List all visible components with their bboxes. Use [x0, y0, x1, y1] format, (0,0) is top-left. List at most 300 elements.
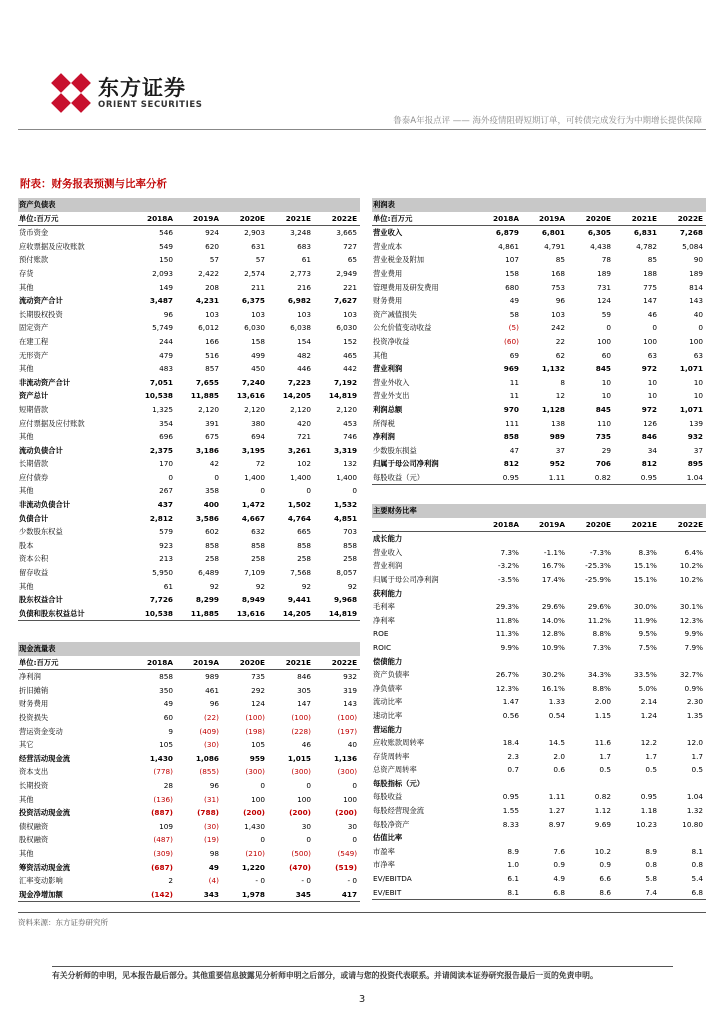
table-row [18, 738, 360, 752]
cash-flow-table [18, 642, 360, 902]
row-label: 债权融资 [19, 821, 49, 831]
cell-value: 858 [503, 432, 519, 442]
cell-value: 7.4 [614, 886, 660, 900]
cell-value: 7,568 [290, 568, 311, 578]
year-header: 2022E [660, 518, 706, 532]
table-row [18, 349, 360, 363]
row-label: 净利润 [19, 672, 41, 682]
table-row [18, 253, 360, 267]
cell-value: 9.69 [594, 819, 611, 829]
cell-value: 16.1% [541, 683, 565, 693]
cell-value: 60 [601, 350, 611, 360]
table-row [372, 240, 706, 254]
row-label: 折旧摊销 [19, 685, 49, 695]
cell-value: 258 [297, 554, 311, 564]
row-label: 流动负债合计 [19, 445, 63, 455]
cell-value: 8,057 [336, 568, 358, 578]
cell-value: 33.5% [633, 670, 657, 680]
cell-value: 63 [647, 350, 657, 360]
table-row [18, 484, 360, 498]
data-source: 资料来源：东方证券研究所 [18, 918, 108, 927]
row-label: 每股净资产 [373, 819, 410, 829]
cell-value: 4,438 [590, 241, 611, 251]
cell-value: 100 [597, 336, 611, 346]
table-row [18, 457, 360, 471]
cell-value: 34 [647, 445, 657, 455]
cell-value: 5.0% [638, 683, 657, 693]
table-row [372, 709, 706, 723]
cell-value: 0 [306, 780, 311, 790]
cell-value: 0.82 [594, 792, 611, 802]
row-label: 公允价值变动收益 [373, 323, 432, 333]
cell-value: 61 [301, 255, 311, 265]
row-label: 汇率变动影响 [19, 876, 63, 886]
cell-value: 1.47 [502, 697, 519, 707]
cell-value: 516 [205, 350, 219, 360]
cell-value: (30) [204, 821, 219, 831]
cell-value: 138 [551, 418, 565, 428]
logo-en-text: ORIENT SECURITIES [98, 99, 203, 110]
cell-value [476, 777, 522, 791]
cell-value: 846 [641, 432, 657, 442]
table-header-row [18, 656, 360, 670]
cell-value: 10.23 [636, 819, 657, 829]
cell-value: 1.04 [660, 471, 706, 485]
row-label: 营业收入 [373, 228, 403, 238]
cell-value: (778) [153, 767, 173, 777]
cell-value: (519) [335, 862, 358, 872]
report-headline: 海外疫情阻碍短期订单，可转债完成发行为中期增长提供保障 [472, 116, 702, 126]
report-type: 鲁泰A年报点评 [393, 116, 451, 126]
cell-value: 391 [205, 418, 219, 428]
cell-value: 10 [601, 391, 611, 401]
year-header: 2022E [660, 212, 706, 226]
table-row [18, 281, 360, 295]
table-title: 资产负债表 [18, 198, 360, 212]
cell-value: 0.9% [684, 683, 704, 693]
cell-value: 42 [209, 459, 219, 469]
cell-value: (500) [291, 848, 311, 858]
table-title-row [372, 198, 706, 212]
cell-value: 989 [205, 672, 219, 682]
table-row [372, 886, 706, 900]
cell-value: 107 [505, 255, 519, 265]
cell-value: (788) [197, 808, 219, 818]
cell-value: (142) [130, 888, 176, 902]
cell-value: 92 [301, 581, 311, 591]
cell-value: 10 [693, 391, 704, 401]
cell-value: 8.1 [476, 886, 522, 900]
cell-value: 139 [689, 418, 704, 428]
table-row [18, 430, 360, 444]
cell-value [568, 587, 614, 601]
cell-value: 845 [595, 404, 611, 414]
table-row [372, 335, 706, 349]
cell-value: 242 [551, 323, 565, 333]
row-label: 资产减值损失 [373, 309, 417, 319]
row-label: 其他 [19, 282, 34, 292]
cell-value: 970 [503, 404, 519, 414]
cell-value: 96 [209, 780, 219, 790]
cell-value: 417 [314, 888, 360, 902]
cell-value: 319 [343, 685, 358, 695]
cell-value: 753 [551, 282, 565, 292]
cell-value: -7.3% [589, 547, 611, 557]
cell-value: 9 [168, 726, 173, 736]
table-row [372, 763, 706, 777]
cell-value: 0.5 [599, 765, 611, 775]
cell-value: 9,441 [287, 595, 311, 605]
cell-value: 483 [159, 364, 173, 374]
cell-value: 7.9% [684, 642, 704, 652]
cell-value: 12.0 [686, 738, 704, 748]
table-row [18, 376, 360, 390]
table-row [372, 308, 706, 322]
cell-value [568, 532, 614, 546]
table-row [372, 600, 706, 614]
row-label: 其他 [19, 581, 34, 591]
cell-value: 7.6 [553, 846, 565, 856]
cell-value: 1,400 [336, 472, 358, 482]
row-label: 财务费用 [373, 296, 403, 306]
year-header: 2021E [614, 518, 660, 532]
cell-value: 29 [601, 445, 611, 455]
cell-value: 620 [205, 241, 219, 251]
cell-value: 8.8% [592, 629, 611, 639]
row-label: 流动比率 [373, 697, 403, 707]
cell-value: 6.8 [522, 886, 568, 900]
orient-logo-icon [50, 72, 92, 114]
table-row [372, 790, 706, 804]
balance-sheet-table [18, 198, 360, 621]
table-row [372, 695, 706, 709]
cell-value: 4,667 [241, 513, 265, 523]
cell-value: (31) [204, 794, 219, 804]
cell-value: 2,120 [198, 404, 219, 414]
table-row [372, 253, 706, 267]
row-label: 估值比率 [373, 833, 403, 843]
cell-value: (687) [151, 862, 173, 872]
cell-value: 2,773 [290, 268, 311, 278]
cell-value: 858 [205, 540, 219, 550]
table-row [18, 226, 360, 240]
cell-value: 8.1 [691, 846, 704, 856]
cell-value: 420 [297, 418, 311, 428]
cell-value: 1.24 [640, 710, 657, 720]
year-header: 2022E [314, 212, 360, 226]
cell-value: 1,325 [152, 404, 173, 414]
cell-value: 703 [343, 527, 358, 537]
table-row [18, 539, 360, 553]
row-label: 营运能力 [373, 724, 403, 734]
table-row [372, 471, 706, 485]
logo-cn-text: 东方证券 [98, 75, 186, 100]
cell-value: 258 [251, 554, 265, 564]
cell-value: (200) [335, 808, 358, 818]
cell-value: 602 [205, 527, 219, 537]
cell-value [522, 831, 568, 845]
cell-value: 4.9 [553, 874, 565, 884]
row-label: 净利润 [373, 432, 395, 442]
cell-value: 482 [297, 350, 311, 360]
cell-value: 96 [555, 296, 565, 306]
year-header: 2020E [568, 212, 614, 226]
row-label: 总资产周转率 [373, 765, 417, 775]
cell-value: -1.1% [543, 547, 565, 557]
table-row [18, 793, 360, 807]
cell-value: 213 [159, 554, 173, 564]
cell-value: 8.3% [638, 547, 657, 557]
cell-value: 0.95 [502, 792, 519, 802]
cell-value: 8 [560, 377, 565, 387]
cell-value: 1,071 [679, 404, 704, 414]
cell-value [568, 723, 614, 737]
table-row [18, 525, 360, 539]
cell-value: 13,616 [222, 607, 268, 621]
cell-value: 932 [687, 432, 704, 442]
cell-value: (136) [153, 794, 173, 804]
cell-value: 972 [641, 364, 657, 374]
cell-value [660, 587, 706, 601]
table-title: 利润表 [372, 198, 706, 212]
cell-value: 1,132 [541, 364, 565, 374]
cell-value: 0.5 [645, 765, 657, 775]
cell-value: 28 [163, 780, 173, 790]
cell-value: 10 [693, 377, 704, 387]
cell-value: 5,084 [682, 241, 704, 251]
table-row [372, 444, 706, 458]
table-row [372, 777, 706, 791]
cell-value: 40 [347, 740, 358, 750]
cell-value: 85 [647, 255, 657, 265]
cell-value: 1,430 [149, 753, 173, 763]
cell-value: 267 [159, 486, 173, 496]
cell-value [522, 723, 568, 737]
cell-value: 1.18 [640, 806, 657, 816]
row-label: 存货周转率 [373, 751, 410, 761]
cell-value: 858 [251, 540, 265, 550]
cell-value: 735 [595, 432, 611, 442]
cell-value: 0 [260, 835, 265, 845]
cell-value: 8,299 [195, 595, 219, 605]
cell-value: 1,220 [241, 862, 265, 872]
cell-value: 14,205 [282, 391, 311, 401]
cell-value: 7,223 [287, 377, 311, 387]
cell-value: 683 [297, 241, 311, 251]
cell-value: 18.4 [502, 738, 519, 748]
cell-value: 727 [343, 241, 358, 251]
cell-value: 63 [693, 350, 704, 360]
row-label: 营业外收入 [373, 377, 410, 387]
row-label: 少数股东损益 [373, 445, 417, 455]
cell-value: 57 [255, 255, 265, 265]
cell-value: 1,472 [241, 500, 265, 510]
year-header: 2019A [176, 212, 222, 226]
cell-value [568, 655, 614, 669]
cell-value: 6,831 [633, 228, 657, 238]
cell-value: (22) [204, 712, 219, 722]
cell-value: 49 [163, 699, 173, 709]
row-label: 短期借款 [19, 404, 49, 414]
cell-value: 111 [505, 418, 519, 428]
section-title: 附表：财务报表预测与比率分析 [20, 178, 167, 190]
cell-value: 972 [641, 404, 657, 414]
cell-value: 188 [643, 268, 657, 278]
cell-value: 3,186 [195, 445, 219, 455]
table-row [372, 587, 706, 601]
cell-value: 0 [352, 780, 358, 790]
cell-value: 706 [595, 459, 611, 469]
cell-value: 7.3% [592, 642, 611, 652]
cell-value: 1.04 [686, 792, 704, 802]
cell-value: 10,538 [144, 391, 173, 401]
table-row [18, 670, 360, 684]
year-header: 2018A [476, 212, 522, 226]
row-label: 长期借款 [19, 459, 49, 469]
cell-value: 3,319 [333, 445, 358, 455]
cell-value: (228) [291, 726, 311, 736]
cell-value: 6.6 [599, 874, 611, 884]
cell-value: 143 [689, 296, 704, 306]
row-label: 其他 [19, 848, 34, 858]
cell-value: 58 [509, 309, 519, 319]
cell-value: 132 [343, 459, 358, 469]
table-row [18, 417, 360, 431]
cell-value: 952 [549, 459, 565, 469]
cell-value: (300) [337, 767, 358, 777]
cell-value: (309) [153, 848, 173, 858]
table-title-row [18, 642, 360, 656]
cell-value: 0 [260, 780, 265, 790]
cell-value: 6,982 [287, 296, 311, 306]
cell-value [522, 777, 568, 791]
cell-value: 216 [297, 282, 311, 292]
cell-value: 923 [159, 540, 173, 550]
table-row [18, 335, 360, 349]
cell-value: 62 [555, 350, 565, 360]
table-row [18, 566, 360, 580]
cell-value: 1.27 [548, 806, 565, 816]
cell-value: -3.2% [497, 561, 519, 571]
cell-value: 10 [601, 377, 611, 387]
cell-value: 8.33 [502, 819, 519, 829]
cell-value: 2.0 [553, 751, 565, 761]
table-row [372, 559, 706, 573]
report-title [393, 114, 702, 126]
cell-value: 143 [343, 699, 358, 709]
year-header: 2019A [176, 656, 222, 670]
cell-value: 46 [647, 309, 657, 319]
cell-value: 1.11 [522, 471, 568, 485]
cell-value: 446 [297, 364, 311, 374]
year-header: 2020E [568, 518, 614, 532]
row-label: 净负债率 [373, 683, 403, 693]
row-label: 每股收益 [373, 792, 403, 802]
cell-value: 98 [209, 848, 219, 858]
cell-value: - 0 [347, 876, 358, 886]
table-row [372, 614, 706, 628]
row-label: 非流动资产合计 [19, 377, 71, 387]
cell-value: 2,375 [149, 445, 173, 455]
cell-value [660, 723, 706, 737]
cell-value [476, 723, 522, 737]
table-row [18, 362, 360, 376]
row-label: 利润总额 [373, 404, 403, 414]
table-row [372, 804, 706, 818]
table-row [372, 641, 706, 655]
cell-value: 59 [601, 309, 611, 319]
cell-value: 10.9% [541, 642, 565, 652]
cell-value: 2.00 [594, 697, 611, 707]
table-row [18, 294, 360, 308]
cell-value: 0.54 [548, 710, 565, 720]
table-row [372, 858, 706, 872]
cell-value: 1,400 [290, 472, 311, 482]
row-label: 营业费用 [373, 268, 403, 278]
cell-value: 13,616 [236, 391, 265, 401]
table-row [372, 845, 706, 859]
table-row [18, 779, 360, 793]
cell-value: 37 [693, 445, 704, 455]
table-row [372, 750, 706, 764]
cell-value: 103 [343, 309, 358, 319]
cell-value: 1.55 [502, 806, 519, 816]
cell-value: 305 [297, 685, 311, 695]
row-label: 每股收益（元） [372, 471, 476, 485]
cell-value: 100 [251, 794, 265, 804]
cell-value: 92 [209, 581, 219, 591]
cell-value: 0.9 [599, 860, 611, 870]
table-header-row [18, 212, 360, 226]
row-label: 其他 [19, 364, 34, 374]
cell-value: (887) [151, 808, 173, 818]
cell-value: 147 [643, 296, 657, 306]
table-row [18, 498, 360, 512]
cell-value: 579 [159, 527, 173, 537]
table-row [18, 240, 360, 254]
cell-value: 7,240 [241, 377, 265, 387]
cell-value: 10,538 [130, 607, 176, 621]
cell-value: 2.3 [507, 751, 519, 761]
cell-value: 2 [168, 876, 173, 886]
cell-value: 30 [301, 821, 311, 831]
cell-value: 0.95 [640, 792, 657, 802]
cell-value [522, 587, 568, 601]
cell-value: 0.9 [553, 860, 565, 870]
cell-value: 453 [343, 418, 358, 428]
cell-value: - 0 [301, 876, 311, 886]
cell-value: 0 [606, 323, 611, 333]
cell-value: (4) [208, 876, 219, 886]
row-label: 存货 [19, 268, 34, 278]
cell-value: 258 [343, 554, 358, 564]
cell-value: 1.33 [548, 697, 565, 707]
cell-value: 61 [163, 581, 173, 591]
cell-value: 6,038 [290, 323, 311, 333]
table-row [18, 697, 360, 711]
row-label: 无形资产 [19, 350, 49, 360]
cell-value: (409) [199, 726, 219, 736]
table-row [372, 376, 706, 390]
cell-value: 1.11 [548, 792, 565, 802]
cell-value: 126 [643, 418, 657, 428]
unit-label [372, 518, 476, 532]
cell-value: 450 [251, 364, 265, 374]
cell-value: 746 [343, 432, 358, 442]
row-label: ROE [373, 629, 389, 639]
cell-value: 37 [555, 445, 565, 455]
row-label: 资产负债率 [373, 670, 410, 680]
